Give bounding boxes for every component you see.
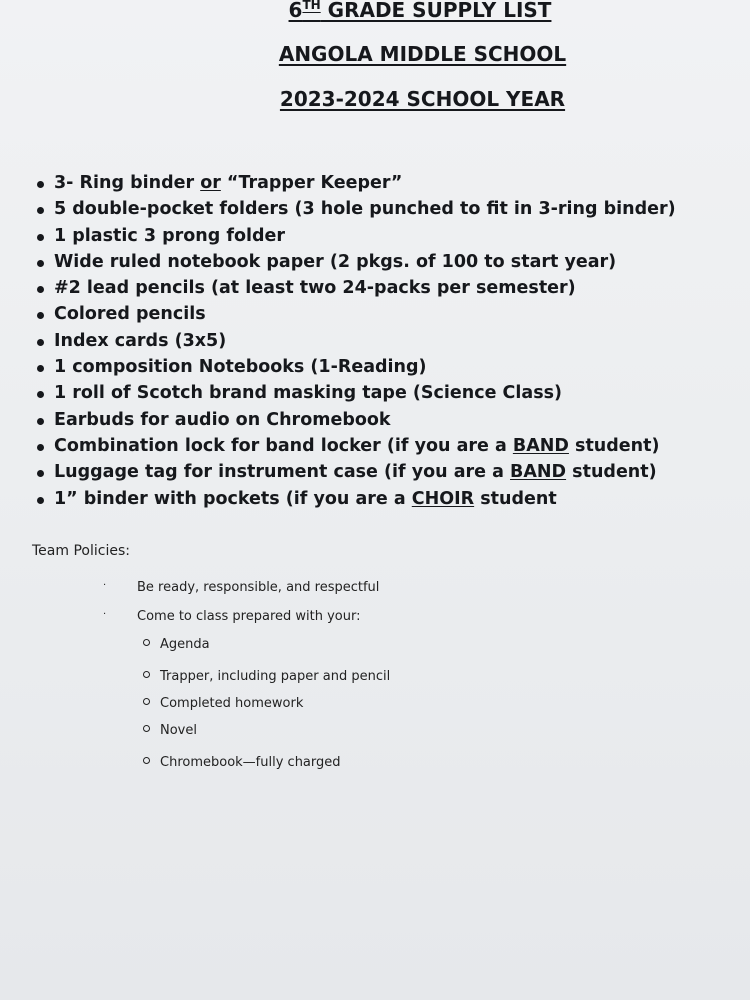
- list-item: Colored pencils: [36, 301, 736, 327]
- title-text: GRADE SUPPLY LIST: [320, 0, 552, 22]
- list-item: [36, 459, 736, 485]
- item-text: 3- Ring binder: [54, 173, 201, 193]
- policy-subitem: [143, 723, 197, 738]
- emphasis-choir: CHOIR: [411, 488, 475, 509]
- page-title: [0, 0, 750, 22]
- subitem-text: Agenda: [160, 637, 210, 652]
- list-item: Wide ruled notebook paper (2 pkgs. of 100 to start year): [36, 249, 736, 275]
- policy-item: [103, 580, 380, 595]
- subitem-text: Chromebook—fully charged: [160, 755, 341, 770]
- grade-suffix: TH: [302, 0, 321, 12]
- circle-bullet-icon: [143, 725, 150, 732]
- circle-bullet-icon: [143, 757, 150, 764]
- bullet-dot-icon: ·: [103, 580, 107, 591]
- list-item: Earbuds for audio on Chromebook: [36, 407, 736, 433]
- list-item: 1 roll of Scotch brand masking tape (Science Class): [36, 380, 736, 406]
- item-text: Combination lock for band locker (if you are a: [54, 435, 513, 456]
- item-text: “Trapper Keeper”: [220, 173, 403, 193]
- item-text: 1” binder with pockets (if you are a: [54, 488, 412, 509]
- policy-text: Be ready, responsible, and respectful: [137, 580, 380, 595]
- list-item: [36, 170, 736, 196]
- policies-heading: Team Policies:: [32, 543, 130, 559]
- policy-item: [103, 609, 361, 624]
- grade-number: 6: [288, 0, 303, 22]
- circle-bullet-icon: [143, 698, 150, 705]
- list-item: 1 plastic 3 prong folder: [36, 223, 736, 249]
- policy-subitem: [143, 637, 210, 652]
- subitem-text: Novel: [160, 723, 197, 738]
- item-text: student): [566, 462, 657, 483]
- circle-bullet-icon: [143, 671, 150, 678]
- emphasis-band: BAND: [510, 462, 567, 483]
- bullet-dot-icon: ·: [103, 609, 107, 620]
- policy-subitem: [143, 696, 303, 711]
- list-item: #2 lead pencils (at least two 24-packs per semester): [36, 275, 736, 301]
- circle-bullet-icon: [143, 639, 150, 646]
- list-item: [36, 486, 736, 512]
- list-item: 5 double-pocket folders (3 hole punched to fit in 3-ring binder): [36, 196, 736, 222]
- list-item: [36, 433, 736, 459]
- emphasis-or: or: [200, 173, 221, 193]
- supply-list: [36, 170, 736, 512]
- subitem-text: Completed homework: [160, 696, 304, 711]
- list-item: 1 composition Notebooks (1-Reading): [36, 354, 736, 380]
- emphasis-band: BAND: [512, 435, 569, 456]
- policy-text: Come to class prepared with your:: [137, 609, 361, 624]
- school-year: 2023-2024 SCHOOL YEAR: [279, 87, 566, 111]
- policy-subitem: [143, 755, 341, 770]
- subitem-text: Trapper, including paper and pencil: [160, 669, 391, 684]
- item-text: Luggage tag for instrument case (if you are a: [54, 462, 511, 483]
- item-text: student: [474, 488, 557, 509]
- item-text: student): [568, 435, 660, 456]
- list-item: Index cards (3x5): [36, 328, 736, 354]
- school-name: ANGOLA MIDDLE SCHOOL: [278, 42, 567, 66]
- policy-subitem: [143, 669, 390, 684]
